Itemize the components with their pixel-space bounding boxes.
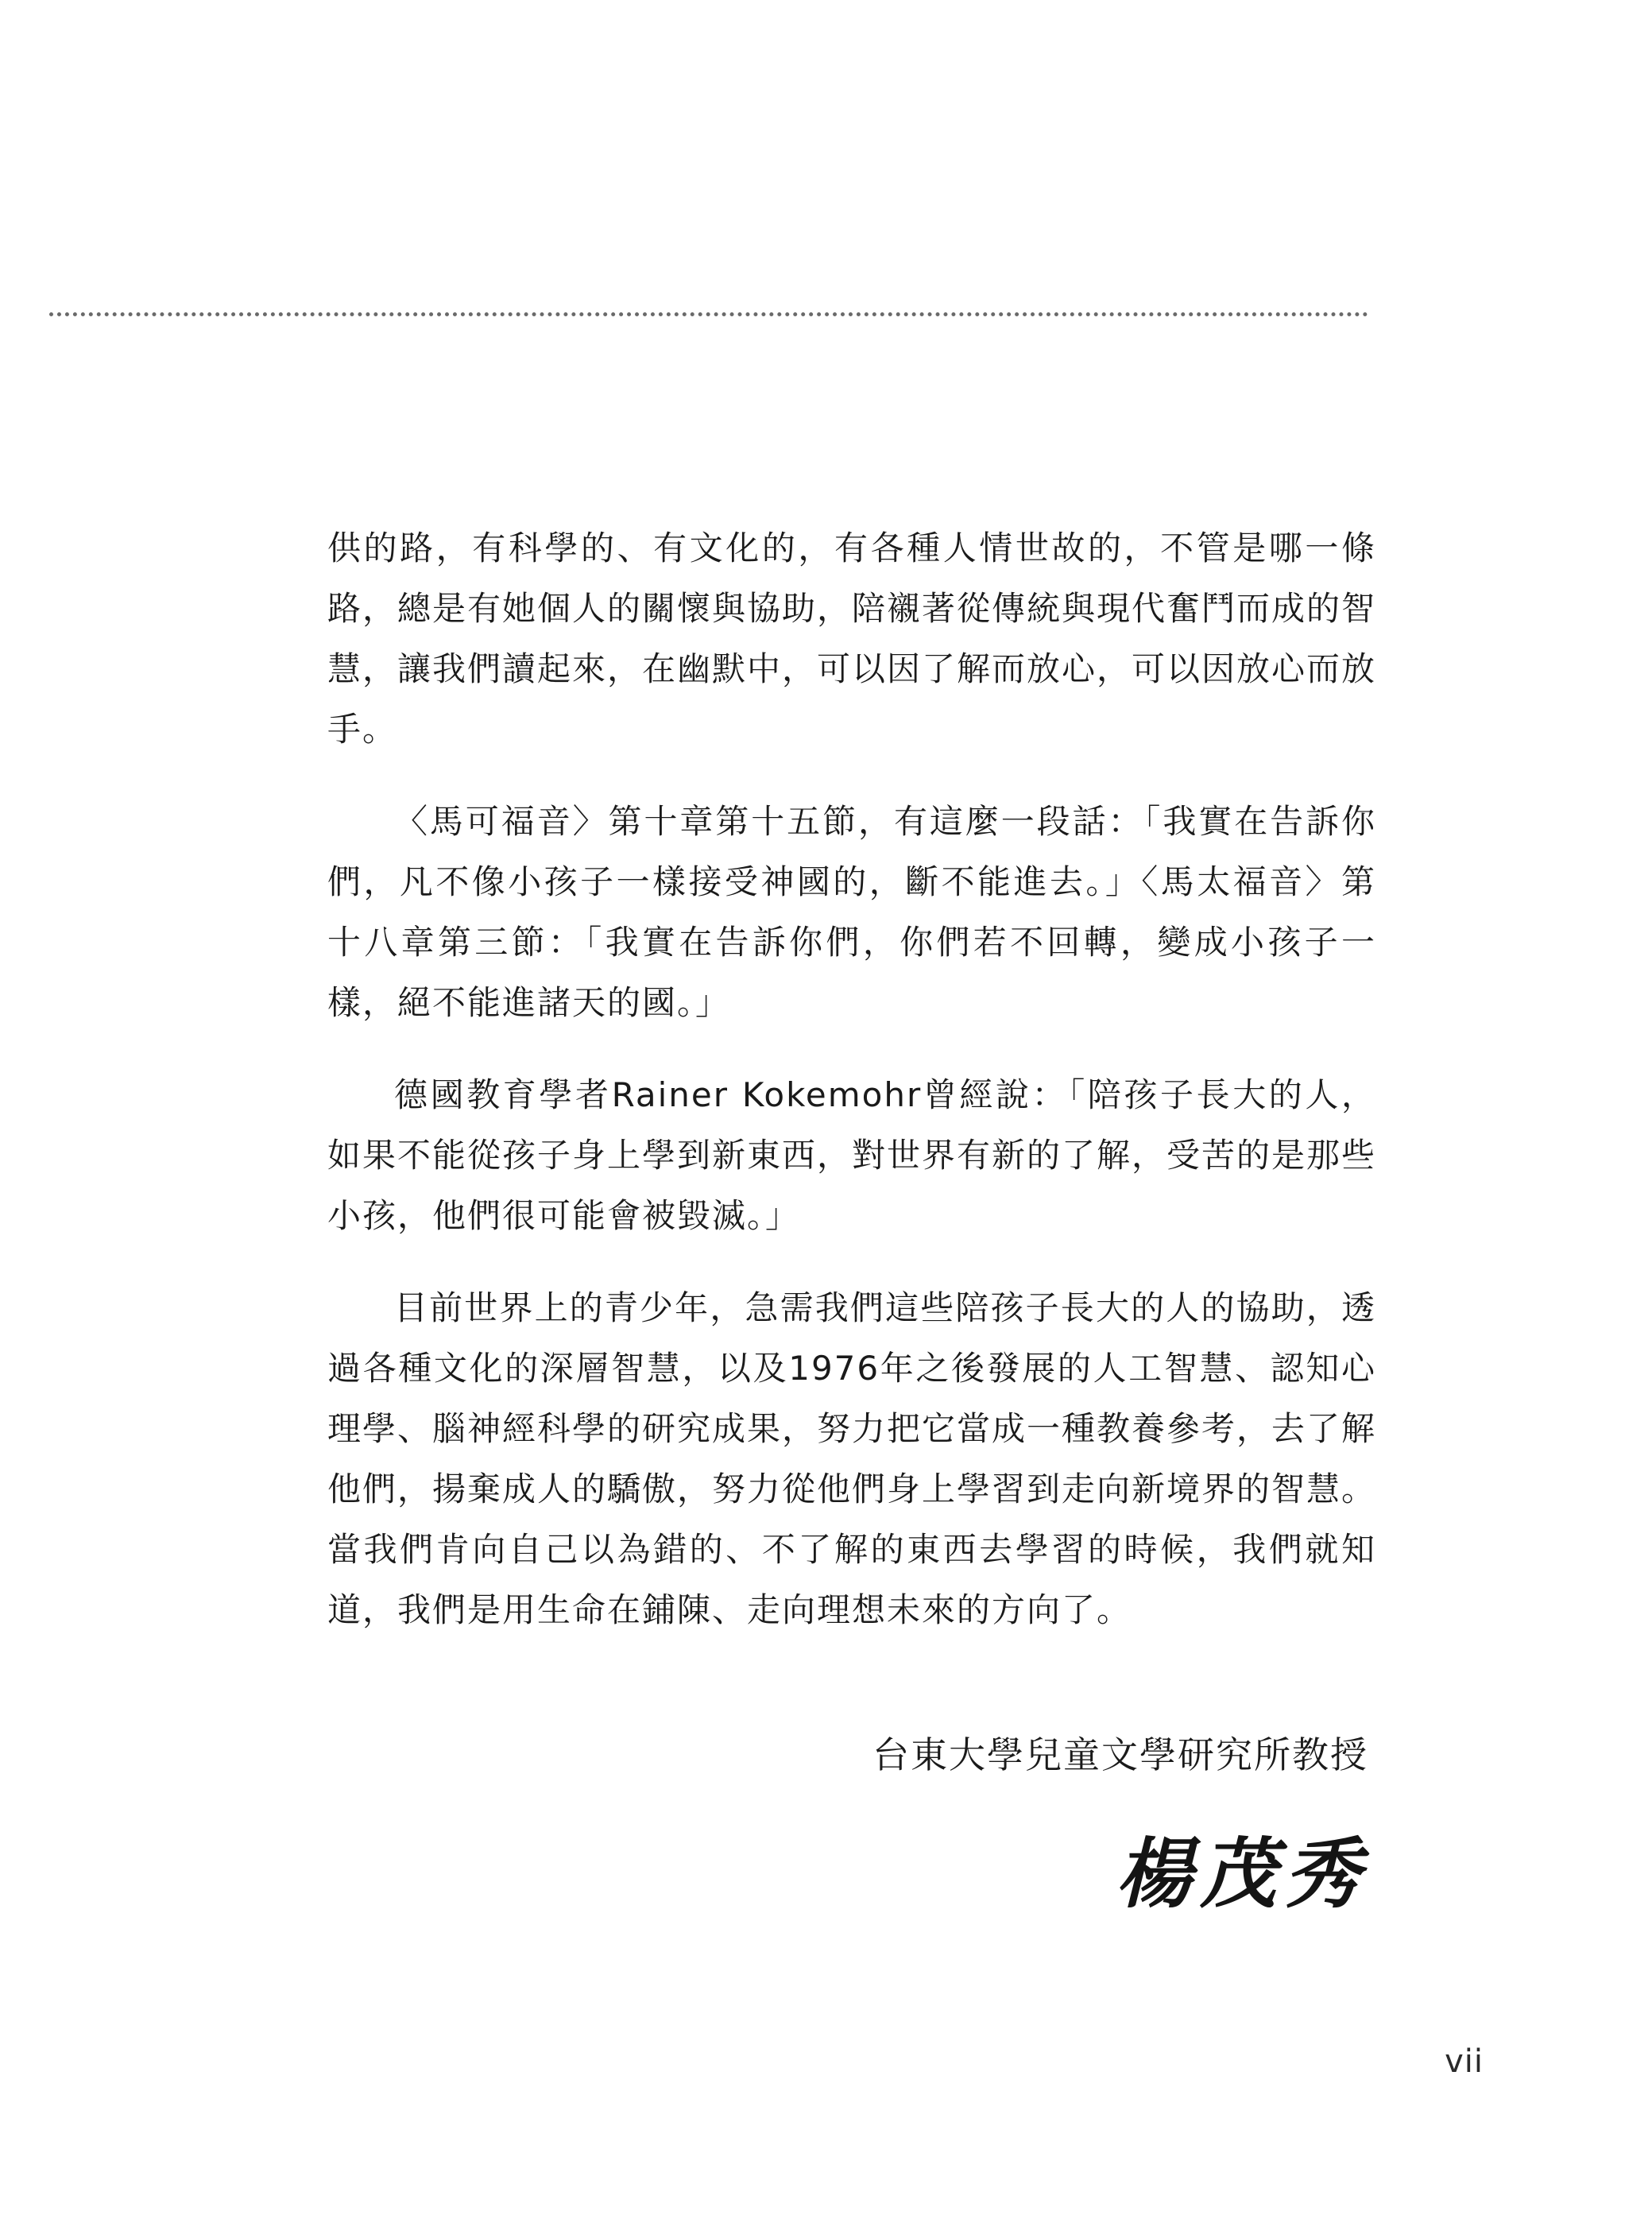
paragraph-bible-quotes: 〈馬可福音〉第十章第十五節，有這麼一段話：「我實在告訴你們，凡不像小孩子一樣接受神國的，斷不能進去。」〈馬太福音〉第十八章第三節：「我實在告訴你們，你們若不回轉，變成小孩子一樣，絕不能進諸天的國。」 [327, 802, 1376, 1022]
paragraph-conclusion: 目前世界上的青少年，急需我們這些陪孩子長大的人的協助，透過各種文化的深層智慧，以及1976年之後發展的人工智慧、認知心理學、腦神經科學的研究成果，努力把它當成一種教養參考，去了解他們，揚棄成人的驕傲，努力從他們身上學習到走向新境界的智慧。當我們肯向自己以為錯的、不了解的東西去學習的時候，我們就知道，我們是用生命在鋪陳、走向理想未來的方向了。 [327, 1288, 1377, 1629]
paragraph-continuation: 供的路，有科學的、有文化的，有各種人情世故的，不管是哪一條路，總是有她個人的關懷與協助，陪襯著從傳統與現代奮鬥而成的智慧，讓我們讀起來，在幽默中，可以因了解而放心，可以因放心而放手。 [327, 529, 1377, 749]
signature-title: 台東大學兒童文學研究所教授 [872, 1733, 1368, 1776]
dotted-divider [49, 312, 1368, 316]
signature-name: 楊茂秀 [1116, 1829, 1368, 1919]
page-number: vii [1445, 2043, 1484, 2080]
paragraph-kokemohr-quote: 德國教育學者Rainer Kokemohr曾經說：「陪孩子長大的人，如果不能從孩子身上學到新東西，對世界有新的了解，受苦的是那些小孩，他們很可能會被毀滅。」 [327, 1075, 1377, 1235]
body-text [327, 518, 1376, 1672]
